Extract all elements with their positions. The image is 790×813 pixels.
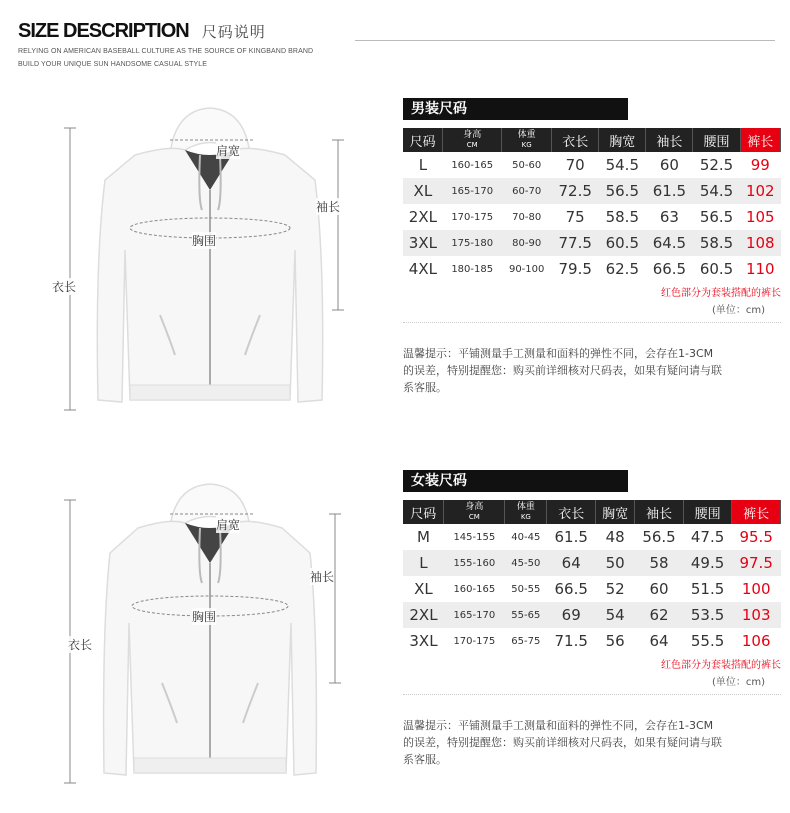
table-cell: 58.5: [693, 230, 740, 256]
men-section: [0, 90, 790, 450]
table-row: [403, 576, 781, 602]
col-size: 尺码: [403, 128, 443, 152]
table-cell: 65-75: [511, 635, 541, 647]
table-cell: L: [403, 550, 444, 576]
sleeve-label: 袖长: [310, 570, 335, 584]
table-cell: XL: [403, 178, 443, 204]
table-cell: 165-170: [444, 602, 505, 628]
table-cell: 60-70: [502, 178, 552, 204]
table-cell: 53.5: [683, 602, 732, 628]
table-cell: 55.5: [690, 632, 725, 650]
table-cell: 52: [605, 580, 625, 598]
col-sleeve: 袖长: [635, 500, 684, 524]
table-row: [403, 550, 781, 576]
table-cell: 60.5: [699, 260, 734, 278]
table-cell: M: [417, 528, 430, 546]
table-cell: 180-185: [451, 263, 494, 275]
table-cell: 50-60: [512, 159, 542, 171]
table-row: [403, 230, 781, 256]
table-cell: 54.5: [693, 178, 740, 204]
col-weight: 体重 KG: [502, 128, 552, 152]
table-cell: 50: [596, 550, 635, 576]
page-title-cn: 尺码说明: [201, 23, 266, 41]
table-cell: 145-155: [453, 531, 496, 543]
table-cell: 54: [596, 602, 635, 628]
table-cell: 61.5: [646, 178, 693, 204]
table-cell: 60: [649, 580, 669, 598]
table-cell: 58: [635, 550, 684, 576]
women-section: [0, 468, 790, 808]
table-cell: 103: [732, 602, 781, 628]
col-waist: 腰围: [693, 128, 740, 152]
men-tip: 温馨提示：平铺测量手工测量和面料的弹性不同，会存在1-3CM 的误差，特别提醒您：购买前详细核对尺码表，如果有疑问请与联 系客服。: [403, 347, 722, 394]
table-cell: 62: [635, 602, 684, 628]
table-cell: 70-80: [512, 211, 542, 223]
table-cell: 55-65: [505, 602, 547, 628]
table-cell: 110: [745, 260, 775, 278]
table-cell: 75: [565, 208, 585, 226]
col-height: 身高 CM: [444, 500, 505, 524]
women-divider: [403, 694, 781, 695]
table-cell: 80-90: [502, 230, 552, 256]
col-length: 衣长: [552, 128, 599, 152]
page-header: [18, 20, 318, 69]
table-cell: 60: [659, 156, 679, 174]
table-cell: 97.5: [732, 550, 781, 576]
men-unit-note: (单位：cm): [711, 305, 765, 316]
table-cell: 54.5: [605, 156, 639, 174]
table-cell: 175-180: [443, 230, 502, 256]
table-cell: 49.5: [683, 550, 732, 576]
table-cell: 155-160: [444, 550, 505, 576]
col-weight: 体重 KG: [505, 500, 547, 524]
chest-label: 胸围: [192, 610, 217, 624]
men-red-note: 红色部分为套装搭配的裤长: [661, 288, 781, 299]
table-cell: 72.5: [552, 178, 599, 204]
table-cell: 56.5: [642, 528, 676, 546]
table-cell: 40-45: [511, 531, 541, 543]
table-cell: 45-50: [505, 550, 547, 576]
chest-label: 胸围: [192, 234, 217, 248]
table-cell: 64: [649, 632, 669, 650]
table-cell: 60.5: [599, 230, 646, 256]
table-row: [403, 524, 781, 550]
table-cell: 79.5: [558, 260, 592, 278]
col-pants: 裤长: [732, 500, 781, 524]
table-cell: 95.5: [739, 528, 773, 546]
table-cell: 170-175: [453, 635, 496, 647]
table-cell: 170-175: [451, 211, 494, 223]
sleeve-label: 袖长: [316, 200, 341, 214]
length-label: 衣长: [52, 280, 77, 294]
table-cell: 105: [745, 208, 775, 226]
table-row: [403, 628, 781, 654]
table-cell: 99: [750, 156, 770, 174]
table-row: [403, 602, 781, 628]
table-cell: 64.5: [646, 230, 693, 256]
table-cell: 71.5: [554, 632, 588, 650]
table-cell: 61.5: [554, 528, 588, 546]
table-cell: 48: [605, 528, 625, 546]
col-chest: 胸宽: [599, 128, 646, 152]
table-row: [403, 204, 781, 230]
table-cell: 50-55: [511, 583, 541, 595]
table-cell: 64: [547, 550, 596, 576]
hoodie-illustration: [60, 100, 350, 420]
women-jacket-diagram: [40, 478, 360, 798]
table-cell: 47.5: [690, 528, 725, 546]
men-jacket-diagram: [40, 100, 360, 430]
table-cell: 108: [740, 230, 780, 256]
table-row: [403, 178, 781, 204]
col-size: 尺码: [403, 500, 444, 524]
length-label: 衣长: [68, 638, 93, 652]
page-title: SIZE DESCRIPTION: [18, 20, 189, 42]
shoulder-label: 肩宽: [216, 518, 241, 532]
table-cell: 90-100: [508, 263, 545, 275]
table-cell: 56.5: [699, 208, 734, 226]
table-cell: 106: [741, 632, 771, 650]
col-waist: 腰围: [683, 500, 732, 524]
table-cell: 3XL: [403, 230, 443, 256]
table-cell: 52.5: [699, 156, 734, 174]
table-cell: 2XL: [408, 208, 437, 226]
women-size-title: 女装尺码: [403, 470, 628, 492]
table-cell: 56: [605, 632, 625, 650]
table-cell: 2XL: [403, 602, 444, 628]
men-size-table-area: [403, 98, 783, 396]
col-pants: 裤长: [740, 128, 780, 152]
table-cell: 66.5: [652, 260, 687, 278]
col-length: 衣长: [547, 500, 596, 524]
table-cell: 102: [740, 178, 780, 204]
table-cell: 3XL: [409, 632, 438, 650]
women-size-table: [403, 500, 781, 654]
hoodie-illustration: [60, 478, 350, 798]
header-subtitle-1: RELYING ON AMERICAN BASEBALL CULTURE AS THE SOURCE OF KINGBAND BRAND: [18, 48, 314, 55]
table-header-row: [403, 128, 781, 152]
table-cell: 160-165: [453, 583, 496, 595]
table-row: [403, 152, 781, 178]
col-height: 身高 CM: [443, 128, 502, 152]
table-cell: 58.5: [605, 208, 639, 226]
table-cell: 70: [565, 156, 585, 174]
table-row: [403, 256, 781, 282]
table-cell: 66.5: [554, 580, 588, 598]
header-divider: [355, 40, 775, 41]
women-red-note: 红色部分为套装搭配的裤长: [661, 660, 781, 671]
table-cell: 69: [547, 602, 596, 628]
table-cell: 165-170: [443, 178, 502, 204]
table-cell: 51.5: [690, 580, 725, 598]
col-sleeve: 袖长: [646, 128, 693, 152]
women-unit-note: (单位：cm): [711, 677, 765, 688]
table-cell: 4XL: [408, 260, 437, 278]
col-chest: 胸宽: [596, 500, 635, 524]
table-cell: 56.5: [599, 178, 646, 204]
table-cell: XL: [414, 580, 433, 598]
men-divider: [403, 322, 781, 323]
table-cell: 77.5: [552, 230, 599, 256]
header-subtitle-2: BUILD YOUR UNIQUE SUN HANDSOME CASUAL STYLE: [18, 61, 208, 68]
women-tip: 温馨提示：平铺测量手工测量和面料的弹性不同，会存在1-3CM 的误差，特别提醒您：购买前详细核对尺码表，如果有疑问请与联 系客服。: [403, 719, 722, 766]
table-cell: 62.5: [605, 260, 639, 278]
table-cell: L: [418, 156, 428, 174]
table-cell: 63: [659, 208, 679, 226]
table-cell: 100: [741, 580, 771, 598]
table-cell: 160-165: [451, 159, 494, 171]
men-size-table: [403, 128, 781, 282]
shoulder-label: 肩宽: [216, 144, 241, 158]
table-header-row: [403, 500, 781, 524]
men-size-title: 男装尺码: [403, 98, 628, 120]
women-size-table-area: [403, 470, 783, 768]
